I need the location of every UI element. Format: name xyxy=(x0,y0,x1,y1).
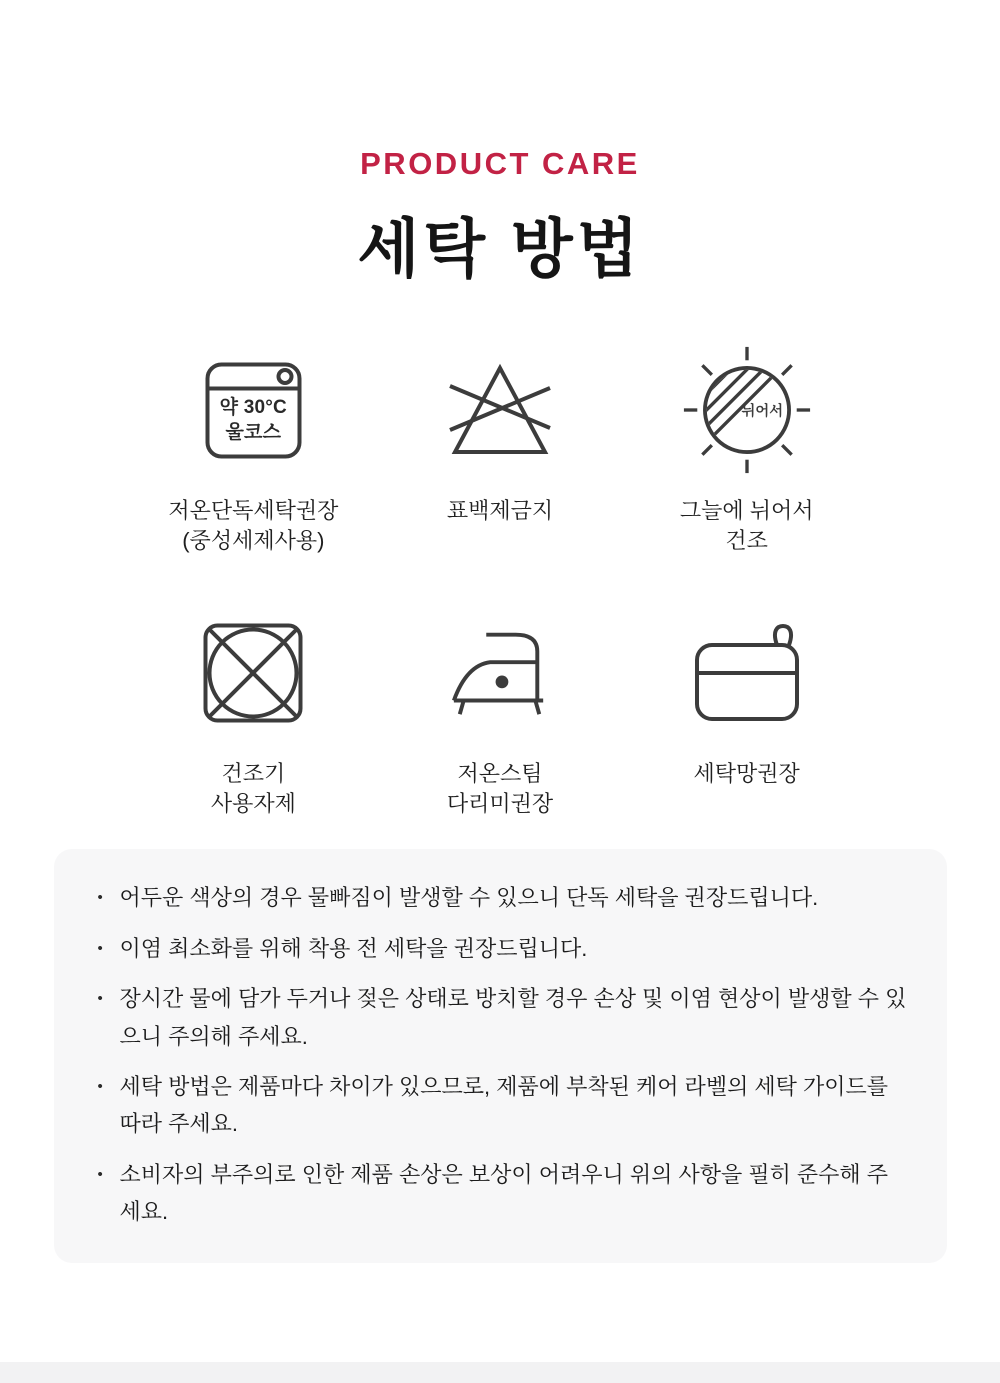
footer-strip xyxy=(0,1362,1000,1383)
page-title: 세탁 방법 xyxy=(357,213,643,285)
laundry-net-icon xyxy=(693,623,801,723)
care-symbol-label: 표백제금지 xyxy=(446,498,554,523)
bullet-icon: • xyxy=(97,939,103,957)
care-symbol-label: 저온단독세탁권장 (중성세제사용) xyxy=(168,498,339,554)
care-note-text: 소비자의 부주의로 인한 제품 손상은 보상이 어려우니 위의 사항을 필히 준수해 주세요. xyxy=(119,1161,889,1225)
machine-wash-icon-holder xyxy=(205,350,302,470)
care-note-text: 이염 최소화를 위해 착용 전 세탁을 권장드립니다. xyxy=(119,935,588,961)
care-note-item xyxy=(98,1156,907,1231)
no-tumble-dry-icon xyxy=(203,623,303,723)
no-tumble-dry-icon-holder xyxy=(203,613,303,733)
bullet-icon: • xyxy=(97,889,103,907)
care-symbol-machine-wash xyxy=(130,350,377,557)
care-symbol-label: 건조기 사용자제 xyxy=(210,760,296,817)
care-symbol-laundry-net xyxy=(623,613,870,820)
care-symbol-steam-iron xyxy=(377,613,624,820)
steam-iron-icon xyxy=(447,625,553,721)
care-symbol-no-bleach xyxy=(377,350,624,557)
bullet-icon: • xyxy=(97,1078,103,1095)
laundry-net-icon-holder xyxy=(693,613,801,733)
shade-dry-inner-text: 뉘어서 xyxy=(741,403,783,420)
care-symbol-shade-dry xyxy=(623,350,870,557)
care-note-text: 세탁 방법은 제품마다 차이가 있으므로, 제품에 부착된 케어 라벨의 세탁 가이드를 따라 주세요. xyxy=(119,1074,889,1137)
shade-dry-sun-icon xyxy=(682,345,812,475)
care-notes-box xyxy=(54,849,947,1262)
bullet-icon: • xyxy=(97,990,103,1008)
care-symbol-label: 세탁망권장 xyxy=(693,760,800,786)
care-symbol-grid xyxy=(130,350,870,819)
care-note-item xyxy=(98,980,907,1055)
care-note-item xyxy=(98,930,907,967)
header xyxy=(0,0,1000,290)
care-note-item xyxy=(98,879,907,916)
bullet-icon: • xyxy=(97,1165,103,1183)
no-bleach-icon-holder xyxy=(448,350,552,470)
no-bleach-triangle-icon xyxy=(448,362,552,458)
care-notes-list xyxy=(98,879,907,1230)
steam-iron-icon-holder xyxy=(447,613,553,733)
care-note-item xyxy=(98,1068,907,1143)
care-symbol-no-tumble-dry xyxy=(130,613,377,820)
machine-wash-inner-text: 약 30°C 울코스 xyxy=(219,396,287,443)
eyebrow-product-care: PRODUCT CARE xyxy=(360,146,640,181)
care-note-text: 장시간 물에 담가 두거나 젖은 상태로 방치할 경우 손상 및 이염 현상이 발생할 수 있으니 주의해 주세요. xyxy=(119,986,907,1049)
care-symbol-label: 그늘에 뉘어서 건조 xyxy=(679,498,814,554)
shade-dry-icon-holder xyxy=(682,350,812,470)
care-symbol-label: 저온스팀 다리미권장 xyxy=(446,760,554,817)
care-note-text: 어두운 색상의 경우 물빠짐이 발생할 수 있으니 단독 세탁을 권장드립니다. xyxy=(119,885,819,911)
